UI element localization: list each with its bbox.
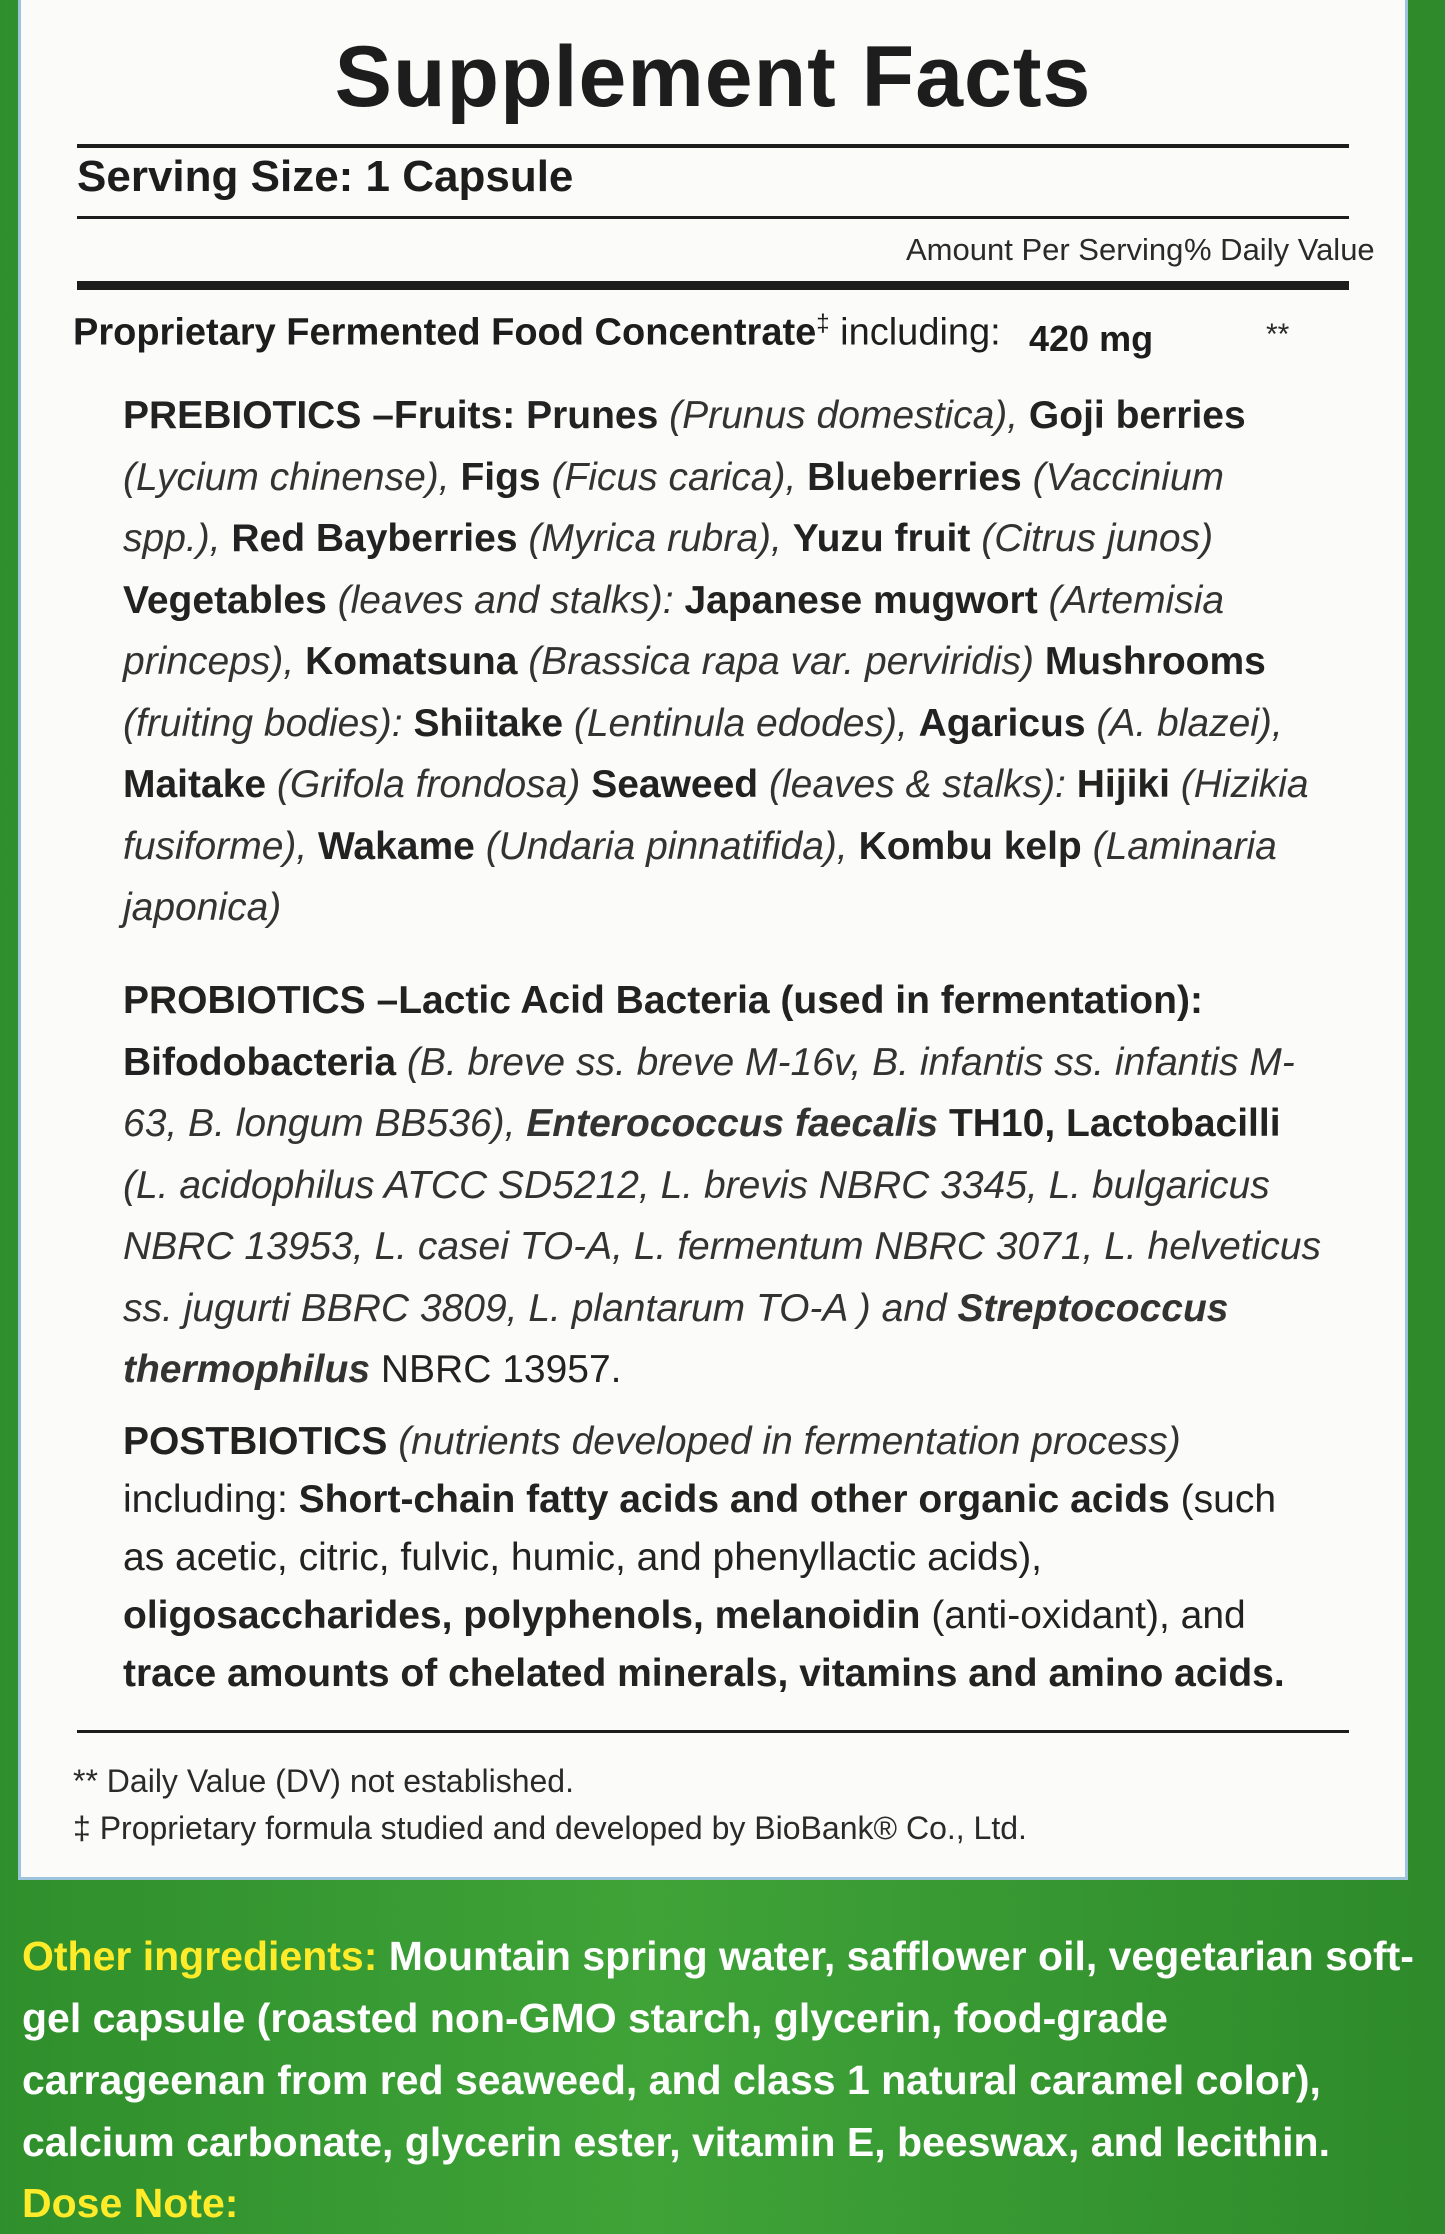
footnote-proprietary: ‡ Proprietary formula studied and developed by BioBank® Co., Ltd. [73,1810,1027,1846]
prebiotic-item: Prunes [526,394,659,437]
lactobacilli-strains: (L. acidophilus ATCC SD5212, L. brevis NBRC 3345, L. bulgaricus NBRC 13953, L. casei TO-A, L. fermentum NBRC 3071, L. helveticus ss. jugurti BBRC 3809, L. plantarum TO-A ) and [123,1163,1321,1330]
header-rule [77,281,1349,290]
prebiotic-item-latin: (Artemisia princeps), [123,578,1225,683]
prebiotics-items [123,394,1309,929]
prebiotic-item-latin: (Lycium chinense), [123,455,461,499]
bifodobacteria-strains: (B. breve ss. breve M-16v, B. infantis ss. infantis M-63, B. longum BB536), [123,1040,1295,1145]
proprietary-mark: ‡ [816,310,830,337]
prebiotic-item: Blueberries [807,455,1022,499]
prebiotic-item: Goji berries [1028,394,1246,437]
organic-acids-detail: (such as acetic, citric, fulvic, humic, and phenyllactic acids), [123,1478,1277,1579]
title-rule [77,144,1349,148]
postbiotics-paragraph [123,1413,1323,1703]
anti-oxidant-detail: (anti-oxidant), and [920,1594,1246,1637]
prebiotic-item-latin: (Laminaria japonica) [123,824,1277,929]
prebiotic-item-latin: (Lentinula edodes), [563,701,919,745]
footnote-dv: ** Daily Value (DV) not established. [73,1763,574,1799]
proprietary-dv: ** [1266,318,1290,351]
prebiotic-item: Yuzu fruit [792,517,971,560]
other-ingredients-label: Other ingredients: [22,1933,378,1979]
serving-rule [77,216,1349,219]
postbiotics-including: including: [123,1478,299,1521]
probiotics-sub: –Lactic Acid Bacteria (used in fermentation): [365,979,1203,1022]
amount-per-serving-header: Amount Per Serving [906,232,1184,267]
prebiotic-item: Kombu kelp [858,824,1082,868]
oligosaccharides: oligosaccharides, polyphenols, melanoidin [123,1594,921,1637]
lactobacilli: Lactobacilli [1066,1102,1281,1145]
page-title: Supplement Facts [334,29,1092,125]
prebiotic-item: Maitake [123,763,267,806]
probiotics-label: PROBIOTICS [123,979,366,1022]
prebiotic-item-latin: (Brassica rapa var. perviridis) [517,640,1045,683]
proprietary-name: Proprietary Fermented Food Concentrate [73,311,817,354]
prebiotic-item: Figs [460,455,541,499]
probiotics-paragraph [123,970,1323,1401]
postbiotics-label: POSTBIOTICS [123,1420,388,1463]
prebiotic-item-latin: (fruiting bodies): [123,701,414,745]
prebiotic-item: Japanese mugwort [684,578,1038,622]
prebiotic-item: Mushrooms [1044,640,1266,683]
prebiotic-item: Red Bayberries [231,517,518,560]
supplement-facts-panel [18,0,1408,1880]
prebiotic-item-latin: (A. blazei), [1085,701,1283,745]
enterococcus-strain: TH10, [938,1102,1066,1145]
prebiotic-item: Agaricus [918,701,1086,745]
postbiotics-sub: (nutrients developed in fermentation process) [387,1420,1181,1463]
streptococcus-strain: NBRC 13957. [370,1348,622,1391]
prebiotic-item-latin: (Vaccinium spp.), [123,455,1225,560]
prebiotic-item-latin: (Prunus domestica), [658,394,1029,437]
proprietary-blend-line [73,310,1001,355]
serving-size: Serving Size: 1 Capsule [77,152,574,201]
prebiotic-item: Shiitake [413,701,564,745]
prebiotic-item-latin: (leaves & stalks): [758,763,1077,806]
prebiotic-item-latin: (Myrica rubra), [517,517,793,560]
trace-minerals: trace amounts of chelated minerals, vitamins and amino acids. [123,1652,1285,1695]
prebiotic-item: Hijiki [1076,763,1170,806]
prebiotics-paragraph [123,385,1323,939]
prebiotic-item: Komatsuna [305,640,518,683]
prebiotic-item: Wakame [318,824,475,868]
prebiotics-sub: –Fruits: [361,394,527,437]
prebiotic-item-latin: (Undaria pinnatifida), [474,824,859,868]
prebiotic-item-latin: (Ficus carica), [540,455,808,499]
other-ingredients [22,1925,1422,2173]
footnote-rule [77,1730,1349,1733]
streptococcus: Streptococcus thermophilus [123,1286,1229,1391]
short-chain-fatty-acids: Short-chain fatty acids and other organic acids [298,1478,1170,1521]
other-ingredients-text: Mountain spring water, safflower oil, vegetarian soft-gel capsule (roasted non-GMO starch, glycerin, food-grade carrageenan from red seaweed, and class 1 natural caramel color), calcium carbonate, glycerin ester, vitamin E, beeswax, and lecithin. [22,1933,1414,2165]
proprietary-including: including: [829,311,1001,354]
prebiotic-item-latin: (Hizikia fusiforme), [123,763,1309,868]
daily-value-header: % Daily Value [1184,232,1375,267]
prebiotic-item-latin: (Grifola frondosa) [266,763,592,806]
enterococcus: Enterococcus faecalis [526,1102,939,1145]
dose-note-cutoff: Dose Note: [22,2180,239,2226]
bifodobacteria: Bifodobacteria [123,1040,397,1084]
prebiotic-item: Seaweed [591,763,759,806]
prebiotics-label: PREBIOTICS [123,394,362,437]
prebiotic-item: Vegetables [123,578,327,622]
prebiotic-item-latin: (Citrus junos) [970,517,1214,560]
proprietary-amount: 420 mg [1029,318,1154,359]
prebiotic-item-latin: (leaves and stalks): [326,578,685,622]
